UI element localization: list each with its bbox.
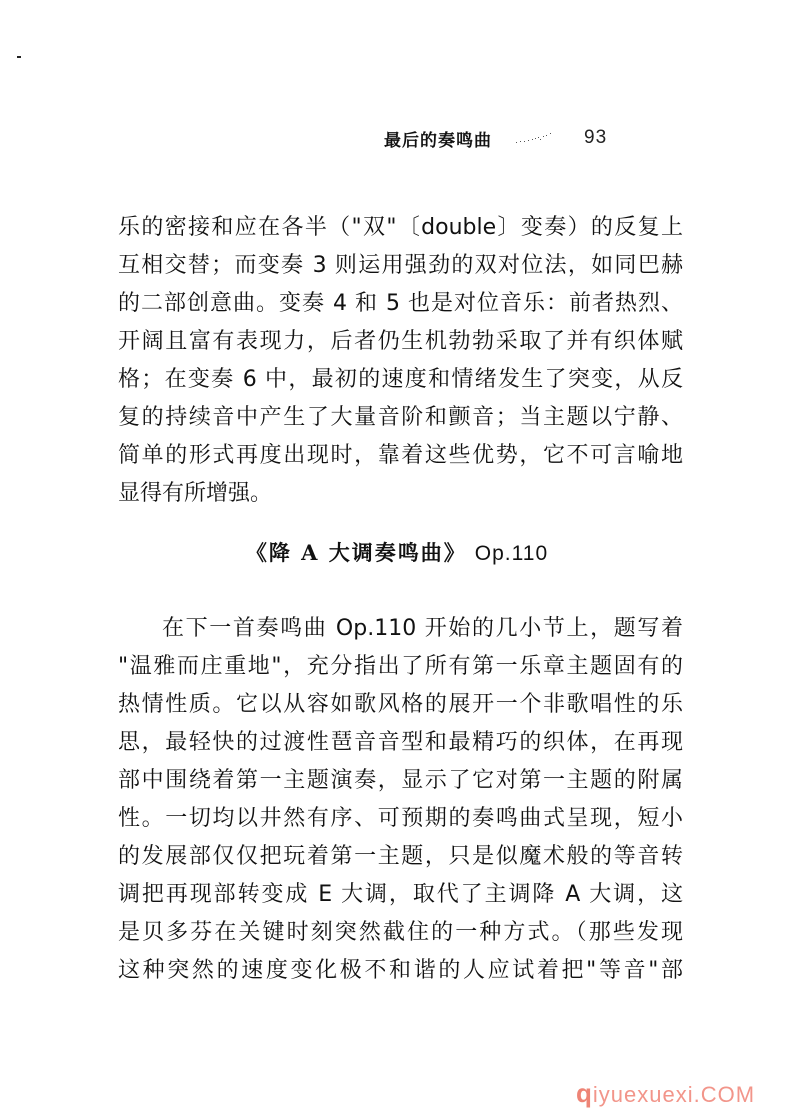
section-heading-opus: Op.110 xyxy=(474,542,549,565)
text-line: 互相交替；而变奏 3 则运用强劲的双对位法，如同巴赫 xyxy=(118,253,683,278)
text-line: 复的持续音中产生了大量音阶和颤音；当主题以宁静、 xyxy=(118,405,683,430)
text-line: 简单的形式再度出现时，靠着这些优势，它不可言喻地 xyxy=(118,443,683,468)
text-line: 的二部创意曲。变奏 4 和 5 也是对位音乐：前者热烈、 xyxy=(118,291,683,316)
page-number: 93 xyxy=(584,127,608,148)
text-line: 思，最轻快的过渡性琶音音型和最精巧的织体，在再现 xyxy=(118,730,683,755)
watermark-logo-q: q xyxy=(576,1078,593,1108)
text-line: 在下一首奏鸣曲 Op.110 开始的几小节上，题写着 xyxy=(162,616,683,641)
watermark-text: iyuexuexi.COM xyxy=(592,1082,756,1107)
text-line: 的发展部仅仅把玩着第一主题，只是似魔术般的等音转 xyxy=(118,844,683,869)
running-header xyxy=(384,124,607,152)
section-heading xyxy=(0,537,794,567)
paragraph-op110 xyxy=(118,610,683,990)
text-line: "温雅而庄重地"，充分指出了所有第一乐章主题固有的 xyxy=(118,654,683,679)
text-line: 调把再现部转变成 E 大调，取代了主调降 A 大调，这 xyxy=(118,882,683,907)
text-line: 部中围绕着第一主题演奏，显示了它对第一主题的附属 xyxy=(118,768,683,793)
section-heading-title: 《降 A 大调奏鸣曲》 xyxy=(245,540,467,565)
running-header-title: 最后的奏鸣曲 xyxy=(384,130,492,151)
paragraph-variations xyxy=(118,209,683,513)
text-line: 乐的密接和应在各半（"双"〔double〕变奏）的反复上 xyxy=(118,215,683,240)
text-line: 热情性质。它以从容如歌风格的展开一个非歌唱性的乐 xyxy=(118,692,683,717)
text-line: 开阔且富有表现力，后者仍生机勃勃采取了并有织体赋 xyxy=(118,329,683,354)
watermark xyxy=(576,1078,755,1109)
text-line: 这种突然的速度变化极不和谐的人应试着把"等音"部 xyxy=(118,958,683,983)
text-line: 是贝多芬在关键时刻突然截住的一种方式。（那些发现 xyxy=(118,920,683,945)
text-line: 格；在变奏 6 中，最初的速度和情绪发生了突变，从反 xyxy=(118,367,683,392)
text-line: 显得有所增强。 xyxy=(118,481,273,506)
text-line: 性。一切均以井然有序、可预期的奏鸣曲式呈现，短小 xyxy=(118,806,683,831)
header-ornament-icon xyxy=(514,131,558,145)
scan-artifact-mark xyxy=(17,56,21,58)
